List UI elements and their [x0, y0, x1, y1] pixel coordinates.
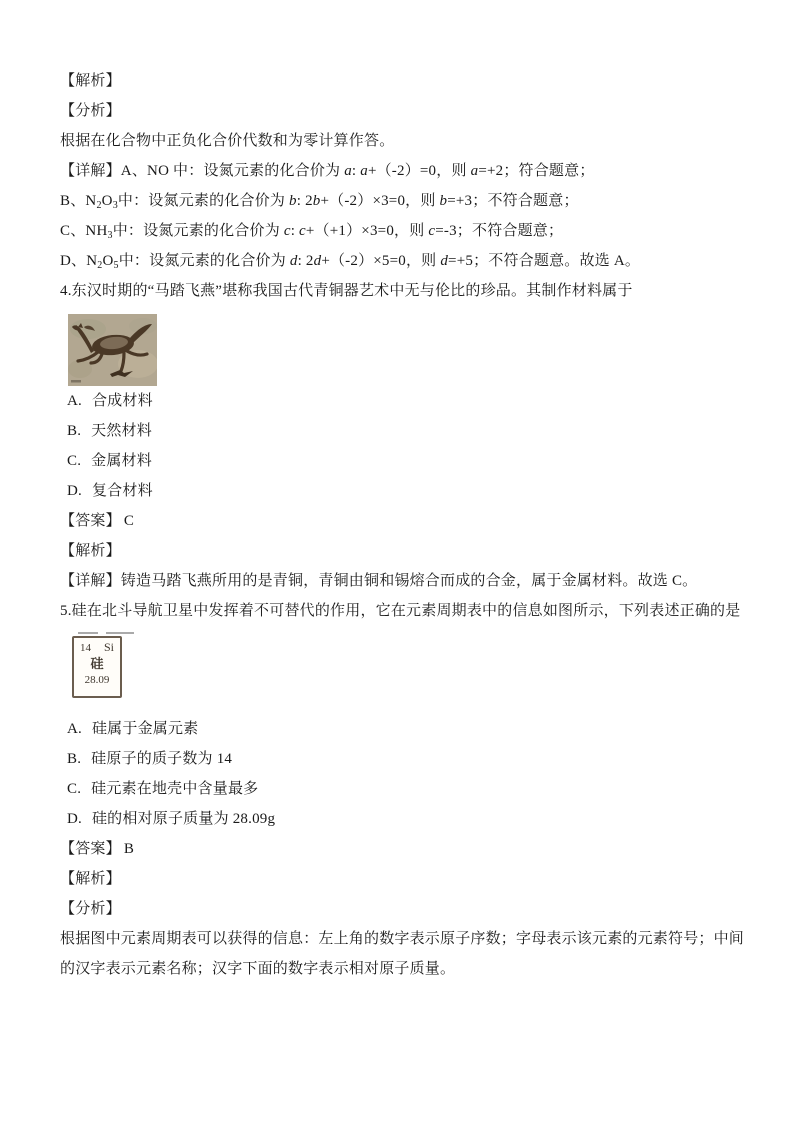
- scan-artifact-lines: [72, 630, 142, 636]
- q5-answer-line: [60, 834, 744, 864]
- q5-option-d: [60, 804, 744, 834]
- q3-fenxi-heading: 【分析】: [60, 103, 121, 119]
- q5-option-c: [60, 774, 744, 804]
- q5-analysis-text: 根据图中元素周期表可以获得的信息：左上角的数字表示原子序数；字母表示该元素的元素符号；中间的汉字表示元素名称；汉字下面的数字表示相对原子质量。: [60, 931, 745, 977]
- document-content: [60, 66, 744, 984]
- q4-option-a: [60, 386, 744, 416]
- element-atomic-number: 14: [80, 642, 91, 654]
- element-name: 硅: [90, 656, 104, 671]
- q5-option-a-text: 硅属于金属元素: [91, 721, 199, 737]
- q4-option-b-label: B.: [67, 423, 82, 439]
- q3-jiexi-heading: 【解析】: [60, 73, 121, 89]
- q5-answer-value: B: [123, 841, 135, 857]
- silicon-periodic-table-cell: [72, 630, 142, 698]
- q5-option-d-text: 硅的相对原子质量为 28.09g: [91, 811, 276, 827]
- q4-answer-value: C: [123, 513, 135, 529]
- q4-option-c-text: 金属材料: [91, 453, 152, 469]
- q3-detail-line-a: 【详解】A、NO 中：设氮元素的化合价为 a: a+（-2）=0，则 a=+2；符合题意；: [60, 163, 595, 179]
- q3-detail-line-b: B、$N_2O_3$中：设氮元素的化合价为 b: 2b+（-2）×3=0，则 b=+3；不符合题意；: [60, 193, 579, 211]
- q5-answer-label: 【答案】: [60, 841, 121, 857]
- q4-option-b-text: 天然材料: [91, 423, 152, 439]
- q4-option-d: [60, 476, 744, 506]
- q3-analysis-text: 根据在化合物中正负化合价代数和为零计算作答。: [60, 133, 395, 149]
- q4-answer-label: 【答案】: [60, 513, 121, 529]
- q5-option-b-label: B.: [67, 751, 82, 767]
- q4-option-c: [60, 446, 744, 476]
- q5-jiexi-heading: 【解析】: [60, 871, 121, 887]
- q4-stem: 4.东汉时期的“马踏飞燕”堪称我国古代青铜器艺术中无与伦比的珍品。其制作材料属于: [60, 283, 633, 299]
- q5-fenxi-heading: 【分析】: [60, 901, 121, 917]
- q5-option-b-text: 硅原子的质子数为 14: [91, 751, 233, 767]
- q5-option-a: [60, 714, 744, 744]
- q5-option-a-label: A.: [67, 721, 82, 737]
- q4-option-a-label: A.: [67, 393, 82, 409]
- q5-option-c-text: 硅元素在地壳中含量最多: [91, 781, 259, 797]
- q5-option-d-label: D.: [67, 811, 82, 827]
- q5-option-b: [60, 744, 744, 774]
- element-atomic-mass: 28.09: [84, 674, 110, 686]
- q3-detail-line-d: D、$N_2O_5$中：设氮元素的化合价为 d: 2d+（-2）×5=0，则 d=+5；不符合题意。故选 A。: [60, 253, 641, 271]
- q4-option-b: [60, 416, 744, 446]
- element-cell-box: [72, 636, 122, 698]
- q4-option-c-label: C.: [67, 453, 82, 469]
- q4-option-a-text: 合成材料: [91, 393, 153, 409]
- q4-detail-text: 【详解】铸造马踏飞燕所用的是青铜，青铜由铜和锡熔合而成的合金，属于金属材料。故选 C。: [60, 573, 698, 589]
- galloping-horse-image: [68, 314, 157, 386]
- q4-answer-line: [60, 506, 744, 536]
- q3-detail-line-c: C、$NH_3$中：设氮元素的化合价为 c: c+（+1）×3=0，则 c=-3；不符合题意；: [60, 223, 564, 241]
- q5-option-c-label: C.: [67, 781, 82, 797]
- q4-jiexi-heading: 【解析】: [60, 543, 121, 559]
- galloping-horse-svg: [68, 314, 157, 386]
- q5-stem: 5.硅在北斗导航卫星中发挥着不可替代的作用，它在元素周期表中的信息如图所示，下列表述正确的是: [60, 603, 741, 619]
- q4-option-d-text: 复合材料: [91, 483, 153, 499]
- element-symbol: Si: [103, 640, 114, 654]
- q4-option-d-label: D.: [67, 483, 82, 499]
